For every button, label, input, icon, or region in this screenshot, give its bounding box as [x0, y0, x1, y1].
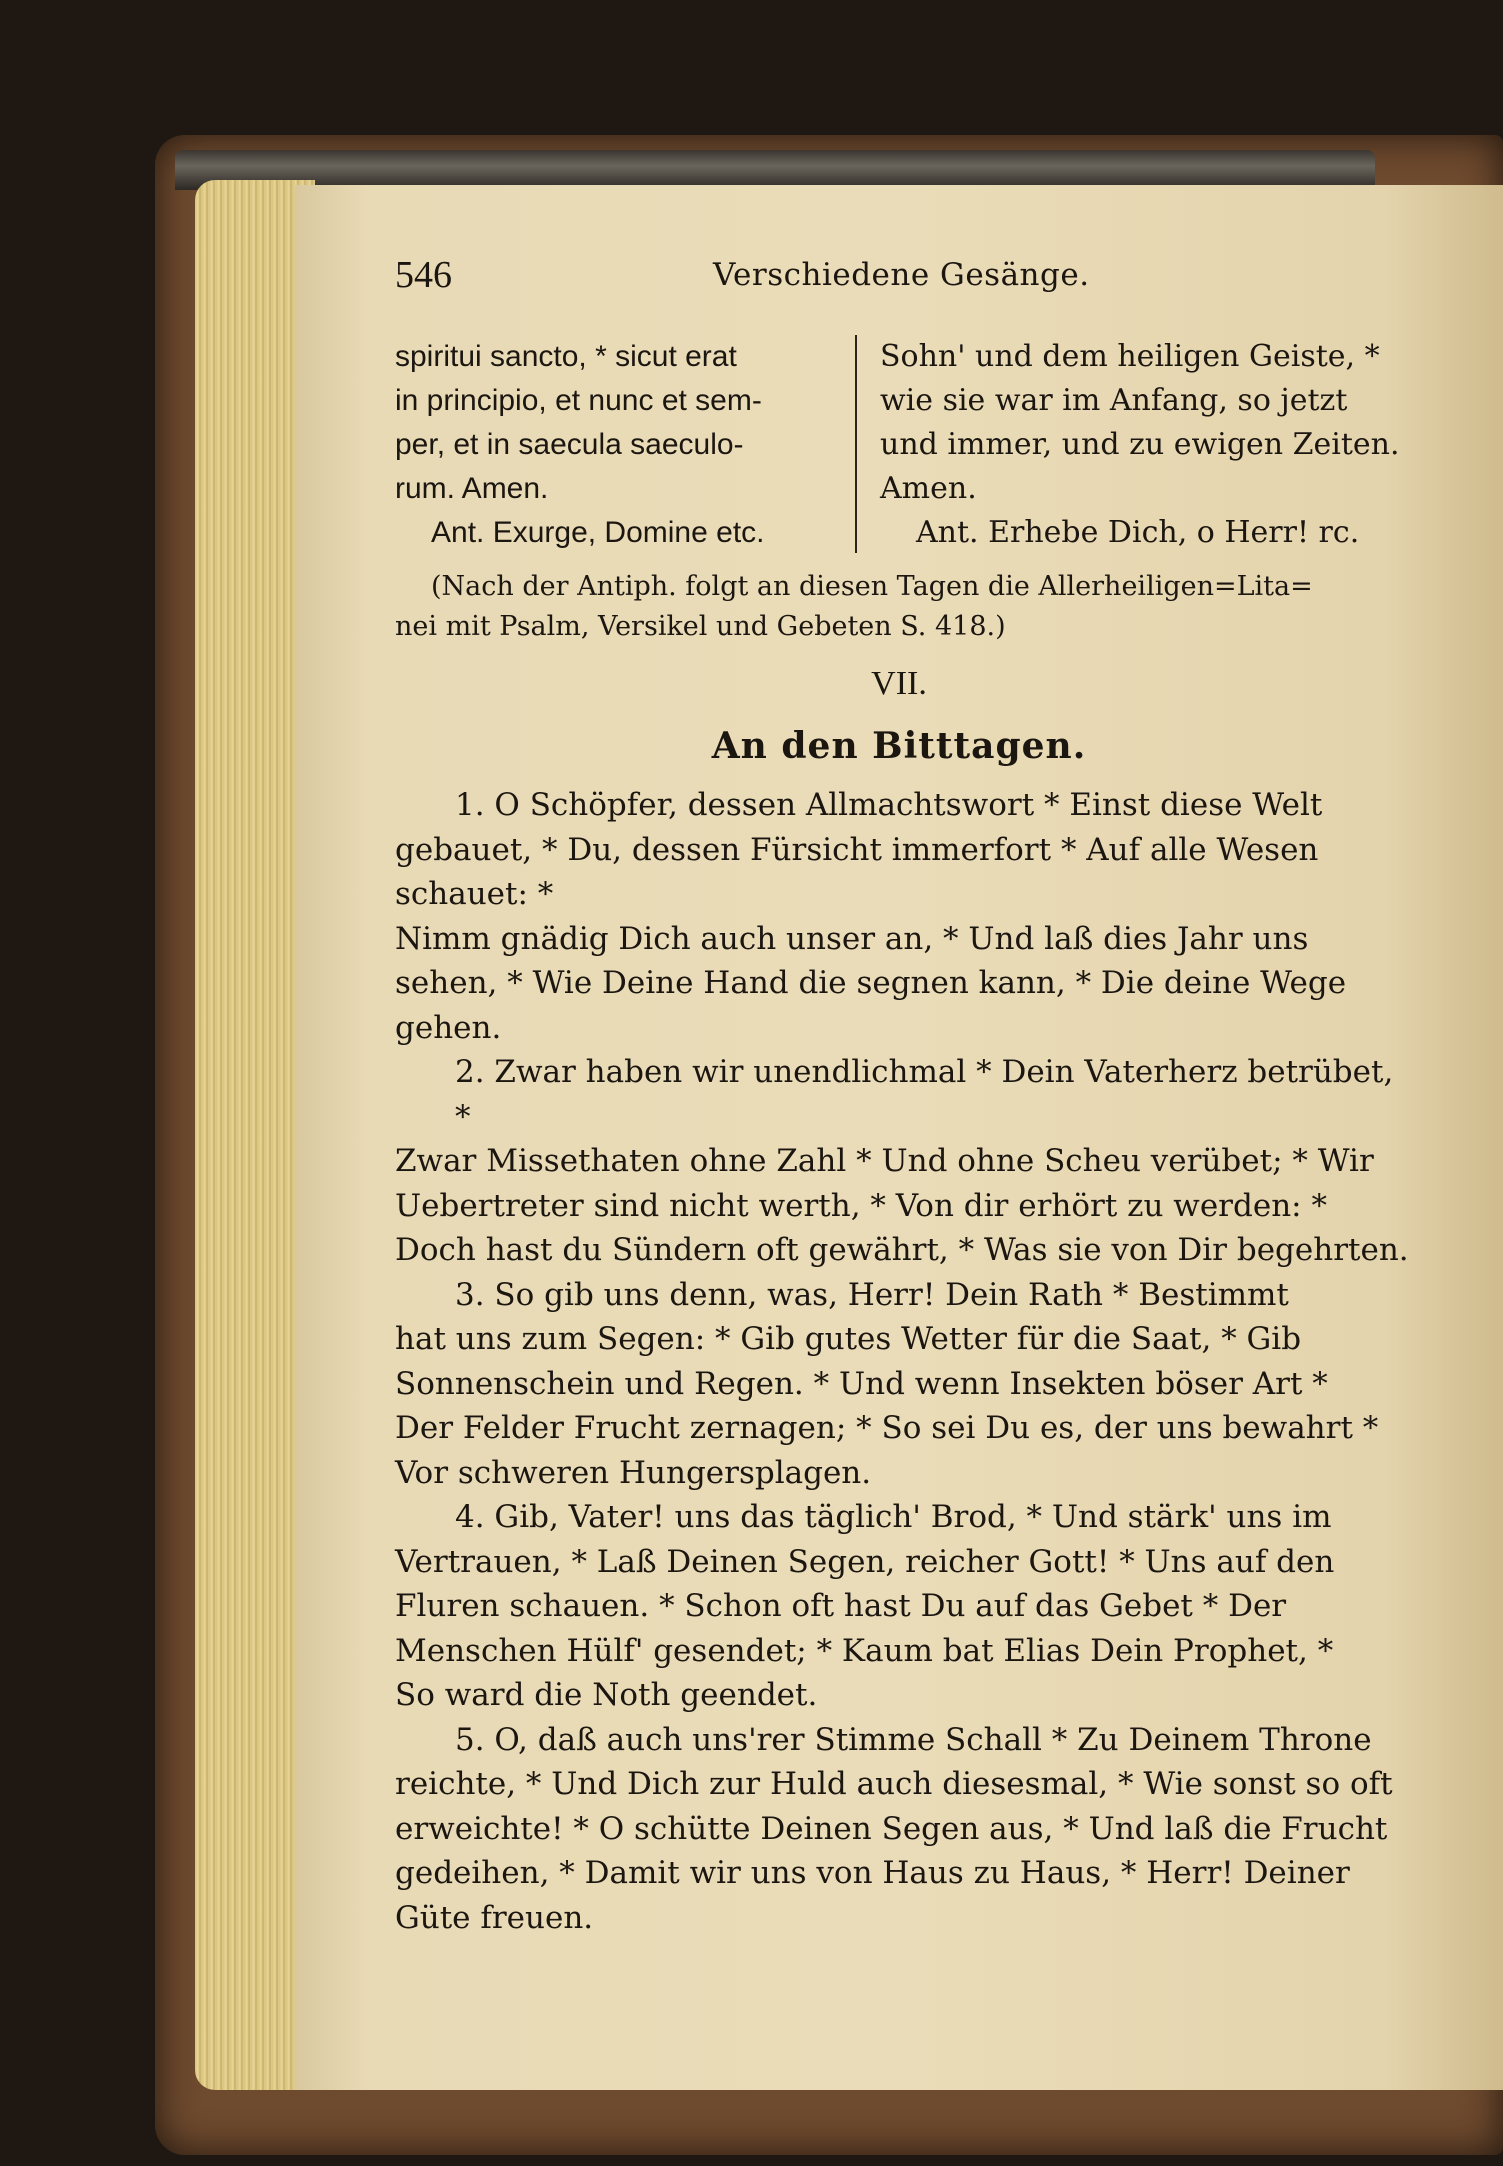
page-number: 546 [395, 254, 452, 296]
german-line: wie sie war im Anfang, so jetzt [880, 383, 1348, 418]
verse-line: Vor schweren Hungersplagen. [395, 1454, 872, 1491]
verse-line: Menschen Hülf' gesendet; * Kaum bat Elias Dein Prophet, * [395, 1632, 1334, 1669]
page-header [395, 253, 1395, 303]
verse-line: Der Felder Frucht zernagen; * So sei Du es, der uns bewahrt * [395, 1410, 1379, 1446]
verse-line: sehen, * Wie Deine Hand die segnen kann, * Die deine Wege [395, 965, 1347, 1001]
book-spine [175, 150, 1375, 190]
latin-line: per, et in saecula saeculo- [395, 428, 744, 461]
latin-column [395, 335, 835, 555]
verse-line: hat uns zum Segen: * Gib gutes Wetter für die Saat, * Gib [395, 1321, 1302, 1357]
verse-line: Güte freuen. [395, 1899, 594, 1936]
verse-line: 1. O Schöpfer, dessen Allmachtswort * Einst diese Welt [455, 787, 1323, 823]
running-head: Verschiedene Gesänge. [713, 257, 1090, 293]
verse-line: Doch hast du Sündern oft gewährt, * Was sie von Dir begehrten. [395, 1232, 1409, 1268]
verse-3 [395, 1273, 1410, 1496]
verse-line: gedeihen, * Damit wir uns von Haus zu Haus, * Herr! Deiner [395, 1855, 1350, 1891]
hymn-verses [395, 783, 1410, 1940]
column-divider [855, 335, 857, 553]
verse-line: 5. O, daß auch uns'rer Stimme Schall * Zu Deinem Throne [455, 1721, 1372, 1758]
rubric-note [395, 567, 1410, 647]
latin-line: in principio, et nunc et sem- [395, 384, 762, 417]
verse-1 [395, 783, 1410, 1050]
verse-line: Fluren schauen. * Schon oft hast Du auf das Gebet * Der [395, 1588, 1287, 1624]
german-line: Amen. [880, 471, 977, 506]
latin-line: rum. Amen. [395, 472, 549, 505]
verse-line: reichte, * Und Dich zur Huld auch diesesmal, * Wie sonst so oft [395, 1766, 1393, 1802]
verse-line: Vertrauen, * Laß Deinen Segen, reicher Gott! * Uns auf den [395, 1543, 1335, 1580]
verse-line: Zwar Missethaten ohne Zahl * Und ohne Scheu verübet; * Wir [395, 1143, 1374, 1179]
verse-line: Uebertreter sind nicht werth, * Von dir erhört zu werden: * [395, 1187, 1327, 1224]
verse-line: 3. So gib uns denn, was, Herr! Dein Rath * Bestimmt [455, 1276, 1289, 1313]
german-line: und immer, und zu ewigen Zeiten. [880, 427, 1400, 462]
latin-antiphon: Ant. Exurge, Domine etc. [431, 516, 765, 549]
verse-line: gehen. [395, 1009, 502, 1046]
verse-2 [395, 1050, 1410, 1273]
german-antiphon: Ant. Erhebe Dich, o Herr! rc. [916, 515, 1360, 550]
book-page [295, 185, 1503, 2090]
verse-line: gebauet, * Du, dessen Fürsicht immerfort * Auf alle Wesen schauet: * [395, 831, 1319, 912]
verse-line: So ward die Noth geendet. [395, 1677, 818, 1713]
note-line: nei mit Psalm, Versikel und Gebeten S. 418.) [395, 611, 1006, 642]
latin-line: spiritui sancto, * sicut erat [395, 340, 737, 373]
note-line: (Nach der Antiph. folgt an diesen Tagen die Allerheiligen=Lita= [431, 571, 1313, 602]
section-title: An den Bitttagen. [711, 725, 1087, 767]
section-number: VII. [871, 665, 927, 702]
german-column [880, 335, 1410, 555]
verse-5 [395, 1718, 1410, 1941]
verse-line: Sonnenschein und Regen. * Und wenn Insekten böser Art * [395, 1365, 1328, 1402]
verse-line: Nimm gnädig Dich auch unser an, * Und laß dies Jahr uns [395, 920, 1309, 957]
verse-4 [395, 1495, 1410, 1718]
verse-line: 4. Gib, Vater! uns das täglich' Brod, * Und stärk' uns im [455, 1499, 1332, 1535]
verse-line: erweichte! * O schütte Deinen Segen aus, * Und laß die Frucht [395, 1810, 1388, 1847]
verse-line: 2. Zwar haben wir unendlichmal * Dein Vaterherz betrübet, * [455, 1054, 1394, 1135]
german-line: Sohn' und dem heiligen Geiste, * [880, 339, 1380, 374]
